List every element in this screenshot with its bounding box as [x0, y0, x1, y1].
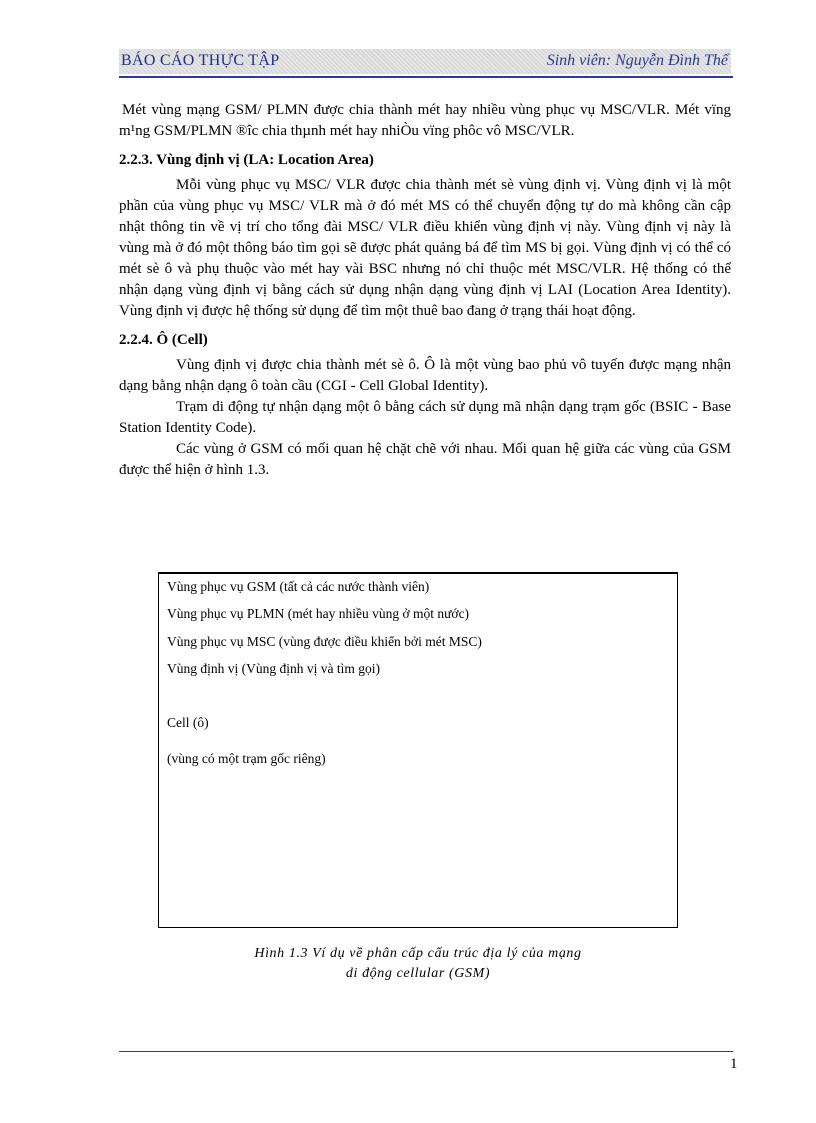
header-student-name: Sinh viên: Nguyễn Đình Thể [546, 52, 728, 69]
figure-caption [158, 944, 678, 984]
figure-caption-line-1: Hình 1.3 Ví dụ về phân cấp cấu trúc địa lý của mạng [254, 946, 582, 961]
figure-label-msc-area: Vùng phục vụ MSC (vùng được điều khiển bởi mét MSC) [167, 634, 482, 649]
footer-divider [119, 1051, 733, 1052]
cell-paragraph-1: Vùng định vị được chia thành mét sè ô. Ô là một vùng bao phủ vô tuyến được mạng nhận dạng bằng nhận dạng ô toàn cầu (CGI - Cell Global Identity). [119, 357, 731, 394]
section-heading-location-area: 2.2.3. Vùng định vị (LA: Location Area) [119, 152, 374, 168]
intro-paragraph: Mét vùng mạng GSM/ PLMN được chia thành mét hay nhiều vùng phục vụ MSC/VLR. Mét vïng m¹ng GSM/PLMN ®îc chia thµnh mét hay nhiÒu vïng phôc vô MSC/VLR. [119, 102, 731, 139]
figure-caption-line-2: di động cellular (GSM) [345, 966, 491, 981]
page-number: 1 [730, 1056, 738, 1072]
document-body [119, 100, 731, 481]
figure-label-location-area: Vùng định vị (Vùng định vị và tìm gọi) [167, 661, 380, 676]
cell-paragraph-2: Trạm di động tự nhận dạng một ô bằng cách sử dụng mã nhận dạng trạm gốc (BSIC - Base Station Identity Code). [119, 399, 731, 436]
header-divider [119, 76, 733, 78]
header-report-title: BÁO CÁO THỰC TẬP [121, 52, 280, 69]
section-heading-cell: 2.2.4. Ô (Cell) [119, 332, 208, 348]
figure-label-cell: Cell (ô) [167, 715, 209, 730]
figure-hierarchy-box [158, 572, 678, 928]
figure-label-gsm-area: Vùng phục vụ GSM (tất cả các nước thành viên) [167, 579, 430, 594]
location-area-paragraph: Mỗi vùng phục vụ MSC/ VLR được chia thành mét sè vùng định vị. Vùng định vị là một phần của vùng phục vụ MSC/ VLR mà ở đó mét MS có thể chuyển động tự do mà không cần cập nhật thông tin về vị trí cho tổng đài MSC/ VLR điều khiển vùng định vị này. Vùng định vị này là vùng mà ở đó một thông báo tìm gọi sẽ được phát quảng bá để tìm MS bị gọi. Vùng định vị có thể có mét sè ô và phụ thuộc vào mét hay vài BSC nhưng nó chỉ thuộc mét MSC/VLR. Hệ thống có thể nhận dạng vùng định vị bằng cách sử dụng nhận dạng vùng định vị LAI (Location Area Identity). Vùng định vị được hệ thống sử dụng để tìm một thuê bao đang ở trạng thái hoạt động. [119, 177, 731, 319]
figure-label-plmn-area: Vùng phục vụ PLMN (mét hay nhiều vùng ở một nước) [167, 606, 470, 621]
figure-label-cell-desc: (vùng có một trạm gốc riêng) [167, 751, 326, 766]
cell-paragraph-3: Các vùng ở GSM có mối quan hệ chặt chẽ với nhau. Mối quan hệ giữa các vùng của GSM được thể hiện ở hình 1.3. [119, 441, 731, 478]
